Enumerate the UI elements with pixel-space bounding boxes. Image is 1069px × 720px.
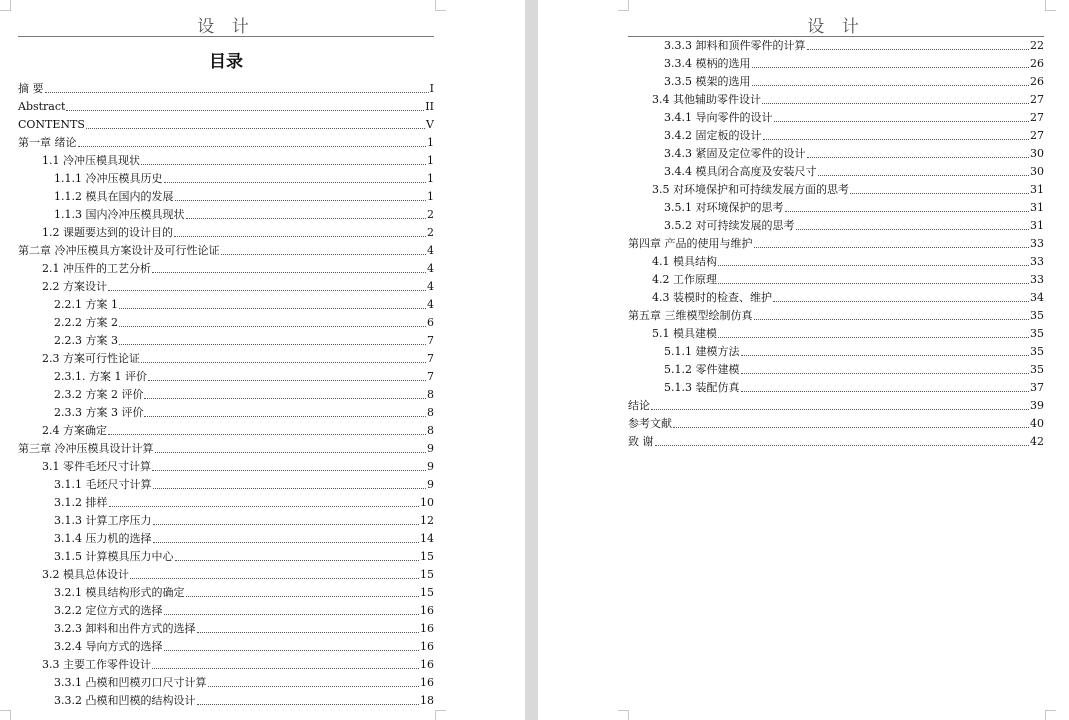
toc-entry-label: 3.4.4 模具闭合高度及安装尺寸 (664, 165, 817, 178)
toc-entry[interactable] (18, 116, 434, 134)
toc-entry-label: 3.2.4 导向方式的选择 (54, 640, 163, 653)
toc-entry[interactable] (18, 512, 434, 530)
toc-entry-label: 5.1.1 建模方法 (664, 345, 740, 358)
toc-entry-page: 33 (1030, 255, 1044, 268)
toc-entry-label: 3.2.2 定位方式的选择 (54, 604, 163, 617)
toc-entry[interactable] (628, 271, 1044, 289)
toc-entry[interactable] (18, 656, 434, 674)
toc-dot-leader (818, 174, 1030, 176)
toc-dot-leader (741, 372, 1030, 374)
toc-entry-page: 4 (427, 262, 434, 275)
toc-dot-leader (718, 264, 1029, 266)
toc-dot-leader (152, 271, 426, 273)
toc-entry[interactable] (628, 361, 1044, 379)
toc-entry[interactable] (18, 350, 434, 368)
toc-entry-page: 42 (1030, 435, 1044, 448)
toc-entry-label: 参考文献 (628, 417, 672, 430)
toc-dot-leader (174, 235, 426, 237)
page-corner-mark (0, 710, 11, 720)
toc-entry[interactable] (18, 278, 434, 296)
toc-entry-page: V (426, 118, 434, 131)
toc-entry[interactable] (628, 217, 1044, 235)
toc-entry-page: 33 (1030, 273, 1044, 286)
toc-entry-label: 3.1.1 毛坯尺寸计算 (54, 478, 152, 491)
toc-entry-page: 27 (1030, 93, 1044, 106)
toc-entry-label: 3.1.2 排样 (54, 496, 108, 509)
toc-entry-label: 3.1 零件毛坯尺寸计算 (42, 460, 151, 473)
toc-dot-leader (152, 667, 419, 669)
toc-entry-label: 4.1 模具结构 (652, 255, 717, 268)
page-corner-mark (1045, 0, 1056, 11)
toc-entry[interactable] (18, 206, 434, 224)
toc-dot-leader (109, 505, 420, 507)
toc-entry-label: 3.2 模具总体设计 (42, 568, 129, 581)
toc-entry-page: 31 (1030, 183, 1044, 196)
page-gap (525, 0, 538, 720)
toc-entry-label: 1.1.1 冷冲压模具历史 (54, 172, 163, 185)
toc-entry-label: 3.4.2 固定板的设计 (664, 129, 762, 142)
toc-entry-label: 2.3.2 方案 2 评价 (54, 388, 144, 401)
toc-entry[interactable] (18, 494, 434, 512)
toc-entry[interactable] (18, 584, 434, 602)
toc-entry-page: 10 (420, 496, 434, 509)
toc-dot-leader (752, 84, 1030, 86)
toc-entry-page: 15 (420, 586, 434, 599)
toc-entry[interactable] (628, 145, 1044, 163)
page-corner-mark (435, 710, 446, 720)
toc-entry[interactable] (18, 152, 434, 170)
toc-entry-label: 2.2.1 方案 1 (54, 298, 118, 311)
toc-entry-label: 3.1.5 计算模具压力中心 (54, 550, 174, 563)
page-header: 设 计 (18, 12, 434, 37)
toc-dot-leader (144, 397, 426, 399)
toc-dot-leader (66, 109, 424, 111)
toc-dot-leader (774, 120, 1030, 122)
toc-entry[interactable] (18, 314, 434, 332)
toc-dot-leader (108, 433, 426, 435)
toc-entry-page: 18 (420, 694, 434, 707)
toc-entry-label: 1.2 课题要达到的设计目的 (42, 226, 173, 239)
toc-entry-label: 3.1.3 计算工序压力 (54, 514, 152, 527)
toc-list-right (628, 37, 1044, 451)
toc-entry[interactable] (628, 415, 1044, 433)
toc-entry[interactable] (628, 181, 1044, 199)
toc-entry-label: 1.1.3 国内冷冲压模具现状 (54, 208, 185, 221)
toc-entry-label: 3.4.3 紧固及定位零件的设计 (664, 147, 806, 160)
toc-entry-label: 3.2.1 模具结构形式的确定 (54, 586, 185, 599)
toc-entry-page: 9 (427, 460, 434, 473)
toc-dot-leader (155, 451, 427, 453)
toc-entry[interactable] (628, 91, 1044, 109)
toc-entry-page: 37 (1030, 381, 1044, 394)
toc-dot-leader (119, 343, 426, 345)
toc-entry-page: 4 (427, 244, 434, 257)
toc-entry-page: 8 (427, 388, 434, 401)
toc-entry[interactable] (628, 235, 1044, 253)
toc-entry[interactable] (18, 242, 434, 260)
toc-dot-leader (86, 127, 425, 129)
toc-entry[interactable] (628, 433, 1044, 451)
toc-entry-page: 14 (420, 532, 434, 545)
toc-entry[interactable] (18, 602, 434, 620)
toc-entry-page: 4 (427, 280, 434, 293)
toc-dot-leader (221, 253, 427, 255)
toc-entry-label: 3.3.3 卸料和顶件零件的计算 (664, 39, 806, 52)
toc-entry[interactable] (628, 379, 1044, 397)
toc-entry-page: 30 (1030, 165, 1044, 178)
toc-dot-leader (754, 246, 1030, 248)
toc-entry-page: 35 (1030, 345, 1044, 358)
toc-entry-page: 26 (1030, 75, 1044, 88)
toc-entry-page: 1 (427, 190, 434, 203)
toc-dot-leader (741, 354, 1030, 356)
toc-entry[interactable] (18, 674, 434, 692)
toc-dot-leader (197, 703, 420, 705)
toc-entry-label: 3.2.3 卸料和出件方式的选择 (54, 622, 196, 635)
toc-entry-page: 7 (427, 370, 434, 383)
document-page-left (0, 0, 525, 720)
toc-entry-page: 27 (1030, 111, 1044, 124)
toc-dot-leader (164, 181, 427, 183)
toc-entry-label: 4.2 工作原理 (652, 273, 717, 286)
toc-dot-leader (718, 282, 1029, 284)
toc-entry-label: 1.1.2 模具在国内的发展 (54, 190, 174, 203)
toc-entry[interactable] (18, 548, 434, 566)
toc-dot-leader (141, 163, 426, 165)
toc-entry-page: 33 (1030, 237, 1044, 250)
toc-dot-leader (152, 469, 426, 471)
toc-entry-label: 3.5 对环境保护和可持续发展方面的思考 (652, 183, 849, 196)
toc-dot-leader (78, 145, 427, 147)
toc-entry-page: 16 (420, 676, 434, 689)
toc-dot-leader (186, 217, 427, 219)
toc-entry-page: 16 (420, 658, 434, 671)
toc-dot-leader (186, 595, 420, 597)
toc-entry-page: 27 (1030, 129, 1044, 142)
toc-entry-page: 35 (1030, 309, 1044, 322)
toc-entry-page: 7 (427, 334, 434, 347)
toc-entry-label: 2.1 冲压件的工艺分析 (42, 262, 151, 275)
toc-entry-page: 35 (1030, 327, 1044, 340)
toc-title: 目录 (209, 52, 243, 72)
toc-dot-leader (119, 307, 426, 309)
toc-dot-leader (773, 300, 1029, 302)
toc-entry[interactable] (18, 530, 434, 548)
document-page-right (538, 0, 1069, 720)
toc-dot-leader (164, 613, 420, 615)
toc-entry-label: 2.4 方案确定 (42, 424, 107, 437)
toc-entry-page: 6 (427, 316, 434, 329)
toc-entry-label: 3.1.4 压力机的选择 (54, 532, 152, 545)
toc-dot-leader (164, 649, 420, 651)
toc-entry[interactable] (628, 163, 1044, 181)
toc-entry[interactable] (18, 476, 434, 494)
toc-entry-label: 3.3.4 模柄的选用 (664, 57, 751, 70)
toc-entry[interactable] (18, 440, 434, 458)
toc-entry-page: 12 (420, 514, 434, 527)
toc-entry-page: 15 (420, 550, 434, 563)
toc-entry-label: 2.2.2 方案 2 (54, 316, 118, 329)
toc-entry[interactable] (628, 307, 1044, 325)
toc-entry-page: I (429, 82, 434, 95)
toc-entry-page: 31 (1030, 219, 1044, 232)
toc-dot-leader (673, 426, 1029, 428)
toc-dot-leader (153, 541, 420, 543)
toc-entry[interactable] (18, 188, 434, 206)
toc-entry-label: 第一章 绪论 (18, 136, 77, 149)
toc-entry[interactable] (628, 199, 1044, 217)
page-corner-mark (618, 710, 629, 720)
toc-entry[interactable] (18, 98, 434, 116)
toc-dot-leader (119, 325, 426, 327)
toc-entry-label: 1.1 冷冲压模具现状 (42, 154, 140, 167)
page-corner-mark (0, 0, 11, 11)
toc-entry-label: 2.3.1. 方案 1 评价 (54, 370, 147, 383)
toc-entry-page: 2 (427, 226, 434, 239)
toc-dot-leader (651, 408, 1029, 410)
toc-entry[interactable] (18, 566, 434, 584)
toc-entry[interactable] (628, 37, 1044, 55)
toc-entry[interactable] (628, 109, 1044, 127)
toc-entry-label: 4.3 装模时的检查、维护 (652, 291, 772, 304)
toc-entry-label: 第四章 产品的使用与维护 (628, 237, 753, 250)
toc-entry[interactable] (628, 253, 1044, 271)
toc-entry-page: 1 (427, 172, 434, 185)
toc-entry[interactable] (18, 620, 434, 638)
toc-entry[interactable] (628, 289, 1044, 307)
toc-entry-page: 8 (427, 424, 434, 437)
toc-dot-leader (144, 415, 426, 417)
toc-dot-leader (153, 523, 420, 525)
toc-entry-label: 3.3.5 模架的选用 (664, 75, 751, 88)
page-corner-mark (435, 0, 446, 11)
toc-entry-label: 致 谢 (628, 435, 654, 448)
toc-entry[interactable] (18, 80, 434, 98)
toc-entry-label: 2.2.3 方案 3 (54, 334, 118, 347)
toc-entry[interactable] (18, 296, 434, 314)
toc-dot-leader (130, 577, 419, 579)
toc-entry[interactable] (18, 170, 434, 188)
toc-entry-label: 第三章 冷冲压模具设计计算 (18, 442, 154, 455)
toc-entry-page: 39 (1030, 399, 1044, 412)
toc-entry-page: 31 (1030, 201, 1044, 214)
page-corner-mark (1045, 710, 1056, 720)
toc-dot-leader (754, 318, 1030, 320)
toc-entry-label: 5.1 模具建模 (652, 327, 717, 340)
toc-entry-label: 3.3.1 凸模和凹模刃口尺寸计算 (54, 676, 207, 689)
toc-entry-label: 2.2 方案设计 (42, 280, 107, 293)
toc-dot-leader (148, 379, 426, 381)
page-corner-mark (618, 0, 629, 11)
toc-dot-leader (197, 631, 420, 633)
toc-entry-label: 3.4.1 导向零件的设计 (664, 111, 773, 124)
toc-entry[interactable] (18, 134, 434, 152)
toc-entry-page: 22 (1030, 39, 1044, 52)
toc-entry-label: 第五章 三维模型绘制仿真 (628, 309, 753, 322)
toc-dot-leader (763, 138, 1030, 140)
toc-dot-leader (175, 559, 420, 561)
toc-entry[interactable] (18, 224, 434, 242)
toc-entry-page: 30 (1030, 147, 1044, 160)
toc-entry-label: 5.1.2 零件建模 (664, 363, 740, 376)
toc-entry[interactable] (18, 404, 434, 422)
toc-entry-page: 16 (420, 622, 434, 635)
toc-entry-label: Abstract (18, 100, 66, 113)
toc-entry[interactable] (18, 386, 434, 404)
toc-entry-page: 15 (420, 568, 434, 581)
toc-entry[interactable] (628, 343, 1044, 361)
toc-entry-page: 16 (420, 640, 434, 653)
toc-entry-label: 2.3 方案可行性论证 (42, 352, 140, 365)
toc-entry-page: 16 (420, 604, 434, 617)
toc-dot-leader (141, 361, 426, 363)
toc-dot-leader (655, 444, 1030, 446)
toc-entry-label: 3.3.2 凸模和凹模的结构设计 (54, 694, 196, 707)
toc-entry-page: 26 (1030, 57, 1044, 70)
toc-list-left (18, 80, 434, 710)
toc-dot-leader (850, 192, 1029, 194)
toc-entry-label: 结论 (628, 399, 650, 412)
toc-dot-leader (807, 156, 1030, 158)
toc-entry-label: 2.3.3 方案 3 评价 (54, 406, 144, 419)
toc-dot-leader (718, 336, 1029, 338)
toc-dot-leader (45, 91, 429, 93)
toc-entry-page: 35 (1030, 363, 1044, 376)
toc-entry-page: 9 (427, 478, 434, 491)
toc-entry-page: 4 (427, 298, 434, 311)
toc-dot-leader (752, 66, 1030, 68)
toc-dot-leader (796, 228, 1030, 230)
toc-entry[interactable] (18, 332, 434, 350)
toc-entry[interactable] (18, 458, 434, 476)
toc-entry[interactable] (628, 397, 1044, 415)
toc-dot-leader (807, 48, 1030, 50)
toc-entry[interactable] (18, 692, 434, 710)
toc-entry[interactable] (628, 127, 1044, 145)
toc-entry-label: 3.3 主要工作零件设计 (42, 658, 151, 671)
toc-entry-page: 1 (427, 136, 434, 149)
page-header: 设 计 (628, 12, 1044, 37)
toc-entry-page: 9 (427, 442, 434, 455)
toc-entry-page: 8 (427, 406, 434, 419)
toc-entry-label: 摘 要 (18, 82, 44, 95)
toc-entry[interactable] (18, 260, 434, 278)
toc-entry-page: 40 (1030, 417, 1044, 430)
toc-dot-leader (175, 199, 427, 201)
toc-dot-leader (762, 102, 1029, 104)
toc-entry-page: 34 (1030, 291, 1044, 304)
toc-entry-page: 1 (427, 154, 434, 167)
toc-entry-label: 3.5.2 对可持续发展的思考 (664, 219, 795, 232)
toc-entry[interactable] (18, 422, 434, 440)
toc-entry-label: CONTENTS (18, 118, 85, 131)
toc-entry[interactable] (18, 368, 434, 386)
toc-entry[interactable] (628, 73, 1044, 91)
toc-dot-leader (153, 487, 427, 489)
toc-dot-leader (108, 289, 426, 291)
toc-entry-label: 第二章 冷冲压模具方案设计及可行性论证 (18, 244, 220, 257)
toc-dot-leader (741, 390, 1030, 392)
toc-entry-page: 2 (427, 208, 434, 221)
toc-entry[interactable] (628, 55, 1044, 73)
toc-entry-page: II (425, 100, 434, 113)
toc-entry-page: 7 (427, 352, 434, 365)
toc-entry-label: 3.4 其他辅助零件设计 (652, 93, 761, 106)
toc-dot-leader (785, 210, 1030, 212)
toc-dot-leader (208, 685, 420, 687)
toc-entry-label: 5.1.3 装配仿真 (664, 381, 740, 394)
toc-entry[interactable] (628, 325, 1044, 343)
toc-entry-label: 3.5.1 对环境保护的思考 (664, 201, 784, 214)
toc-entry[interactable] (18, 638, 434, 656)
